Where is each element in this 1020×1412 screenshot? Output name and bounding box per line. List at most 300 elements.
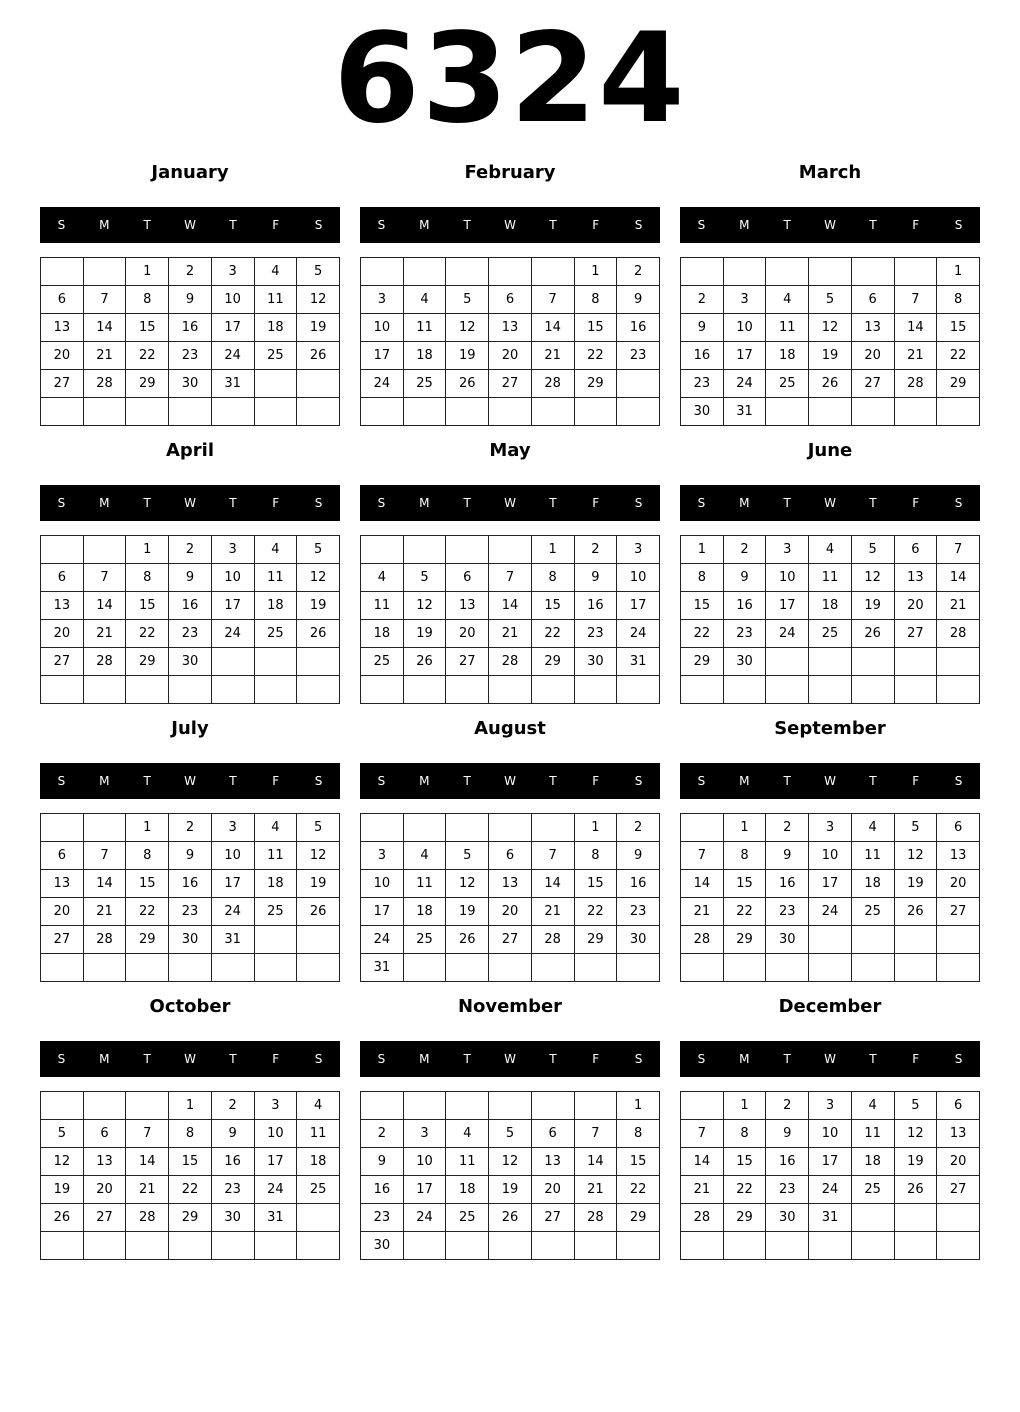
day-cell: 8: [681, 564, 724, 592]
day-cell: 28: [681, 926, 724, 954]
empty-day-cell: [297, 648, 340, 676]
weekday-label: S: [697, 774, 706, 788]
day-cell: 13: [41, 314, 84, 342]
day-cell: 12: [446, 870, 489, 898]
weekday-label: S: [377, 496, 386, 510]
day-cell: 27: [531, 1204, 574, 1232]
day-cell: 14: [937, 564, 980, 592]
day-cell: 12: [297, 564, 340, 592]
day-cell: 28: [531, 926, 574, 954]
day-cell: 16: [617, 314, 660, 342]
empty-day-cell: [681, 258, 724, 286]
day-cell: 5: [41, 1120, 84, 1148]
empty-day-cell: [254, 954, 297, 982]
day-cell: 5: [297, 536, 340, 564]
empty-day-cell: [41, 814, 84, 842]
week-row: [41, 1176, 340, 1204]
weekday-label: S: [314, 496, 323, 510]
day-cell: 9: [211, 1120, 254, 1148]
day-cell: 19: [851, 592, 894, 620]
day-cell: 25: [446, 1204, 489, 1232]
day-cell: 11: [297, 1120, 340, 1148]
day-cell: 6: [446, 564, 489, 592]
week-row: [681, 592, 980, 620]
weekday-header: [360, 1041, 660, 1077]
day-cell: 17: [766, 592, 809, 620]
weekday-label: F: [272, 496, 280, 510]
day-cell: 27: [446, 648, 489, 676]
empty-day-cell: [851, 926, 894, 954]
day-cell: 8: [723, 1120, 766, 1148]
day-cell: 17: [617, 592, 660, 620]
week-row: [681, 536, 980, 564]
empty-day-cell: [126, 1232, 169, 1260]
weekday-label: T: [143, 774, 151, 788]
week-row: [41, 814, 340, 842]
day-cell: 8: [937, 286, 980, 314]
month-name: September: [774, 718, 886, 739]
empty-day-cell: [489, 814, 532, 842]
weekday-header: [40, 1041, 340, 1077]
day-cell: 6: [489, 286, 532, 314]
empty-day-cell: [851, 954, 894, 982]
empty-day-cell: [851, 648, 894, 676]
week-row: [41, 536, 340, 564]
empty-day-cell: [446, 954, 489, 982]
empty-day-cell: [41, 1232, 84, 1260]
week-row: [361, 870, 660, 898]
day-cell: 26: [297, 342, 340, 370]
day-cell: 20: [489, 342, 532, 370]
weekday-label: F: [272, 218, 280, 232]
day-cell: 22: [617, 1176, 660, 1204]
day-cell: 3: [809, 814, 852, 842]
weekday-label: M: [419, 774, 430, 788]
day-cell: 23: [617, 898, 660, 926]
week-row: [41, 1148, 340, 1176]
day-cell: 28: [126, 1204, 169, 1232]
day-grid: [40, 813, 340, 982]
day-cell: 2: [211, 1092, 254, 1120]
weekday-header: [360, 485, 660, 521]
day-cell: 24: [403, 1204, 446, 1232]
day-cell: 2: [766, 1092, 809, 1120]
day-cell: 4: [809, 536, 852, 564]
day-cell: 11: [809, 564, 852, 592]
week-row: [41, 954, 340, 982]
day-cell: 14: [531, 870, 574, 898]
empty-day-cell: [211, 1232, 254, 1260]
day-cell: 23: [169, 342, 212, 370]
day-cell: 19: [489, 1176, 532, 1204]
day-cell: 11: [766, 314, 809, 342]
day-cell: 10: [211, 564, 254, 592]
day-cell: 22: [126, 342, 169, 370]
empty-day-cell: [617, 1232, 660, 1260]
weekday-label: F: [272, 774, 280, 788]
day-cell: 21: [681, 1176, 724, 1204]
day-cell: 22: [126, 620, 169, 648]
day-cell: 7: [83, 564, 126, 592]
weekday-label: F: [912, 774, 920, 788]
week-row: [361, 648, 660, 676]
day-cell: 17: [254, 1148, 297, 1176]
weekday-label: F: [592, 1052, 600, 1066]
week-row: [361, 898, 660, 926]
day-cell: 23: [169, 620, 212, 648]
weekday-label: S: [377, 218, 386, 232]
day-cell: 2: [617, 258, 660, 286]
day-cell: 19: [894, 870, 937, 898]
empty-day-cell: [41, 398, 84, 426]
empty-day-cell: [403, 258, 446, 286]
empty-day-cell: [937, 398, 980, 426]
empty-day-cell: [489, 954, 532, 982]
empty-day-cell: [937, 1232, 980, 1260]
day-cell: 12: [41, 1148, 84, 1176]
weekday-label: S: [697, 496, 706, 510]
day-cell: 29: [574, 370, 617, 398]
weekday-label: S: [314, 1052, 323, 1066]
day-grid: [360, 257, 660, 426]
day-cell: 28: [83, 926, 126, 954]
weekday-label: S: [377, 1052, 386, 1066]
week-row: [41, 620, 340, 648]
day-cell: 21: [83, 898, 126, 926]
day-cell: 13: [489, 870, 532, 898]
day-cell: 24: [254, 1176, 297, 1204]
day-cell: 20: [894, 592, 937, 620]
day-cell: 31: [254, 1204, 297, 1232]
day-cell: 27: [83, 1204, 126, 1232]
day-cell: 15: [169, 1148, 212, 1176]
week-row: [361, 314, 660, 342]
day-cell: 11: [403, 870, 446, 898]
empty-day-cell: [403, 954, 446, 982]
day-cell: 28: [937, 620, 980, 648]
empty-day-cell: [169, 676, 212, 704]
day-cell: 27: [937, 898, 980, 926]
day-cell: 17: [403, 1176, 446, 1204]
weekday-label: W: [824, 1052, 836, 1066]
day-cell: 17: [211, 592, 254, 620]
day-cell: 8: [531, 564, 574, 592]
day-cell: 23: [211, 1176, 254, 1204]
day-cell: 30: [766, 926, 809, 954]
day-cell: 14: [126, 1148, 169, 1176]
empty-day-cell: [211, 648, 254, 676]
day-cell: 18: [446, 1176, 489, 1204]
day-cell: 1: [126, 258, 169, 286]
day-cell: 2: [169, 536, 212, 564]
day-cell: 5: [403, 564, 446, 592]
weekday-label: T: [229, 774, 237, 788]
empty-day-cell: [851, 1232, 894, 1260]
empty-day-cell: [723, 954, 766, 982]
week-row: [361, 842, 660, 870]
day-cell: 9: [617, 842, 660, 870]
day-cell: 20: [531, 1176, 574, 1204]
day-cell: 25: [851, 1176, 894, 1204]
day-cell: 12: [489, 1148, 532, 1176]
day-cell: 1: [169, 1092, 212, 1120]
day-cell: 29: [126, 370, 169, 398]
day-cell: 31: [617, 648, 660, 676]
day-cell: 9: [169, 842, 212, 870]
day-cell: 13: [894, 564, 937, 592]
day-cell: 7: [894, 286, 937, 314]
empty-day-cell: [894, 926, 937, 954]
day-cell: 24: [211, 898, 254, 926]
day-cell: 18: [297, 1148, 340, 1176]
month-name: July: [171, 718, 209, 739]
empty-day-cell: [766, 648, 809, 676]
week-row: [681, 676, 980, 704]
weekday-label: M: [99, 1052, 110, 1066]
day-cell: 31: [809, 1204, 852, 1232]
day-cell: 22: [574, 342, 617, 370]
day-cell: 14: [83, 870, 126, 898]
day-cell: 29: [681, 648, 724, 676]
empty-day-cell: [574, 954, 617, 982]
year-title: 6324: [333, 7, 687, 151]
weekday-label: S: [634, 1052, 643, 1066]
weekday-header: [40, 207, 340, 243]
empty-day-cell: [254, 1232, 297, 1260]
day-cell: 16: [574, 592, 617, 620]
month-name: June: [807, 440, 853, 461]
week-row: [41, 286, 340, 314]
day-cell: 3: [361, 842, 404, 870]
day-cell: 3: [211, 536, 254, 564]
day-cell: 6: [894, 536, 937, 564]
empty-day-cell: [446, 536, 489, 564]
day-cell: 7: [937, 536, 980, 564]
empty-day-cell: [297, 1204, 340, 1232]
day-cell: 1: [723, 1092, 766, 1120]
weekday-label: M: [99, 496, 110, 510]
empty-day-cell: [361, 676, 404, 704]
day-cell: 4: [297, 1092, 340, 1120]
weekday-label: W: [184, 1052, 196, 1066]
day-cell: 12: [297, 286, 340, 314]
week-row: [681, 564, 980, 592]
day-cell: 10: [254, 1120, 297, 1148]
week-row: [361, 398, 660, 426]
day-cell: 7: [83, 842, 126, 870]
day-cell: 14: [83, 592, 126, 620]
day-cell: 30: [766, 1204, 809, 1232]
week-row: [681, 370, 980, 398]
day-cell: 28: [531, 370, 574, 398]
week-row: [361, 342, 660, 370]
weekday-label: T: [143, 1052, 151, 1066]
day-cell: 24: [809, 1176, 852, 1204]
day-cell: 6: [489, 842, 532, 870]
week-row: [41, 592, 340, 620]
week-row: [361, 536, 660, 564]
day-cell: 13: [446, 592, 489, 620]
day-cell: 6: [531, 1120, 574, 1148]
empty-day-cell: [446, 814, 489, 842]
day-cell: 15: [126, 314, 169, 342]
week-row: [361, 954, 660, 982]
weekday-label: T: [463, 774, 471, 788]
day-cell: 4: [403, 286, 446, 314]
day-cell: 26: [446, 370, 489, 398]
empty-day-cell: [809, 676, 852, 704]
empty-day-cell: [851, 676, 894, 704]
weekday-header: [680, 763, 980, 799]
week-row: [361, 1092, 660, 1120]
day-cell: 27: [489, 370, 532, 398]
week-row: [41, 258, 340, 286]
day-cell: 8: [574, 286, 617, 314]
empty-day-cell: [723, 258, 766, 286]
day-cell: 2: [681, 286, 724, 314]
weekday-label: S: [954, 774, 963, 788]
empty-day-cell: [617, 954, 660, 982]
empty-day-cell: [41, 676, 84, 704]
weekday-label: T: [783, 774, 791, 788]
week-row: [681, 342, 980, 370]
empty-day-cell: [894, 954, 937, 982]
empty-day-cell: [531, 814, 574, 842]
empty-day-cell: [446, 398, 489, 426]
day-cell: 26: [403, 648, 446, 676]
day-cell: 4: [361, 564, 404, 592]
week-row: [361, 286, 660, 314]
weekday-label: W: [824, 774, 836, 788]
day-cell: 5: [297, 814, 340, 842]
empty-day-cell: [41, 1092, 84, 1120]
week-row: [41, 1092, 340, 1120]
day-cell: 27: [41, 926, 84, 954]
empty-day-cell: [254, 648, 297, 676]
empty-day-cell: [126, 954, 169, 982]
weekday-label: F: [272, 1052, 280, 1066]
weekday-label: F: [912, 1052, 920, 1066]
month-name: May: [489, 440, 531, 461]
empty-day-cell: [403, 814, 446, 842]
day-cell: 3: [809, 1092, 852, 1120]
day-cell: 11: [403, 314, 446, 342]
day-cell: 13: [531, 1148, 574, 1176]
day-cell: 17: [211, 314, 254, 342]
empty-day-cell: [809, 648, 852, 676]
day-cell: 2: [617, 814, 660, 842]
day-cell: 4: [254, 814, 297, 842]
weekday-label: F: [912, 218, 920, 232]
weekday-label: W: [504, 1052, 516, 1066]
day-cell: 24: [361, 926, 404, 954]
weekday-label: M: [99, 774, 110, 788]
day-cell: 24: [211, 620, 254, 648]
empty-day-cell: [83, 676, 126, 704]
day-cell: 5: [446, 842, 489, 870]
day-cell: 23: [766, 898, 809, 926]
empty-day-cell: [211, 676, 254, 704]
empty-day-cell: [297, 954, 340, 982]
empty-day-cell: [403, 536, 446, 564]
empty-day-cell: [574, 398, 617, 426]
day-cell: 14: [894, 314, 937, 342]
day-cell: 29: [617, 1204, 660, 1232]
empty-day-cell: [83, 954, 126, 982]
day-cell: 30: [617, 926, 660, 954]
weekday-label: M: [739, 1052, 750, 1066]
month-name: November: [457, 996, 563, 1017]
empty-day-cell: [894, 676, 937, 704]
empty-day-cell: [489, 676, 532, 704]
day-grid: [40, 535, 340, 704]
day-grid: [360, 1091, 660, 1260]
day-cell: 20: [937, 870, 980, 898]
day-cell: 25: [361, 648, 404, 676]
day-cell: 28: [489, 648, 532, 676]
day-cell: 29: [723, 926, 766, 954]
day-cell: 22: [169, 1176, 212, 1204]
day-cell: 11: [361, 592, 404, 620]
day-cell: 5: [297, 258, 340, 286]
day-cell: 19: [403, 620, 446, 648]
day-cell: 14: [681, 1148, 724, 1176]
day-cell: 21: [83, 342, 126, 370]
empty-day-cell: [851, 398, 894, 426]
day-cell: 25: [766, 370, 809, 398]
day-cell: 10: [403, 1148, 446, 1176]
day-cell: 19: [297, 870, 340, 898]
day-cell: 4: [851, 1092, 894, 1120]
empty-day-cell: [297, 926, 340, 954]
empty-day-cell: [531, 1232, 574, 1260]
day-cell: 4: [403, 842, 446, 870]
day-cell: 8: [126, 564, 169, 592]
day-cell: 11: [851, 842, 894, 870]
day-cell: 28: [681, 1204, 724, 1232]
day-cell: 18: [254, 314, 297, 342]
day-grid: [40, 1091, 340, 1260]
weekday-label: T: [783, 1052, 791, 1066]
day-cell: 30: [169, 370, 212, 398]
day-cell: 28: [83, 648, 126, 676]
week-row: [681, 258, 980, 286]
day-cell: 19: [809, 342, 852, 370]
day-grid: [360, 813, 660, 982]
day-cell: 8: [126, 286, 169, 314]
week-row: [361, 370, 660, 398]
day-cell: 30: [681, 398, 724, 426]
weekday-label: T: [783, 218, 791, 232]
empty-day-cell: [297, 370, 340, 398]
weekday-label: W: [504, 218, 516, 232]
day-cell: 10: [809, 1120, 852, 1148]
empty-day-cell: [403, 1232, 446, 1260]
day-cell: 19: [446, 898, 489, 926]
day-grid: [360, 535, 660, 704]
day-cell: 28: [574, 1204, 617, 1232]
day-cell: 16: [169, 592, 212, 620]
weekday-label: M: [419, 1052, 430, 1066]
empty-day-cell: [766, 258, 809, 286]
weekday-label: W: [824, 496, 836, 510]
day-cell: 1: [574, 814, 617, 842]
day-cell: 13: [41, 592, 84, 620]
weekday-label: S: [57, 1052, 66, 1066]
empty-day-cell: [937, 954, 980, 982]
week-row: [681, 314, 980, 342]
day-cell: 3: [723, 286, 766, 314]
